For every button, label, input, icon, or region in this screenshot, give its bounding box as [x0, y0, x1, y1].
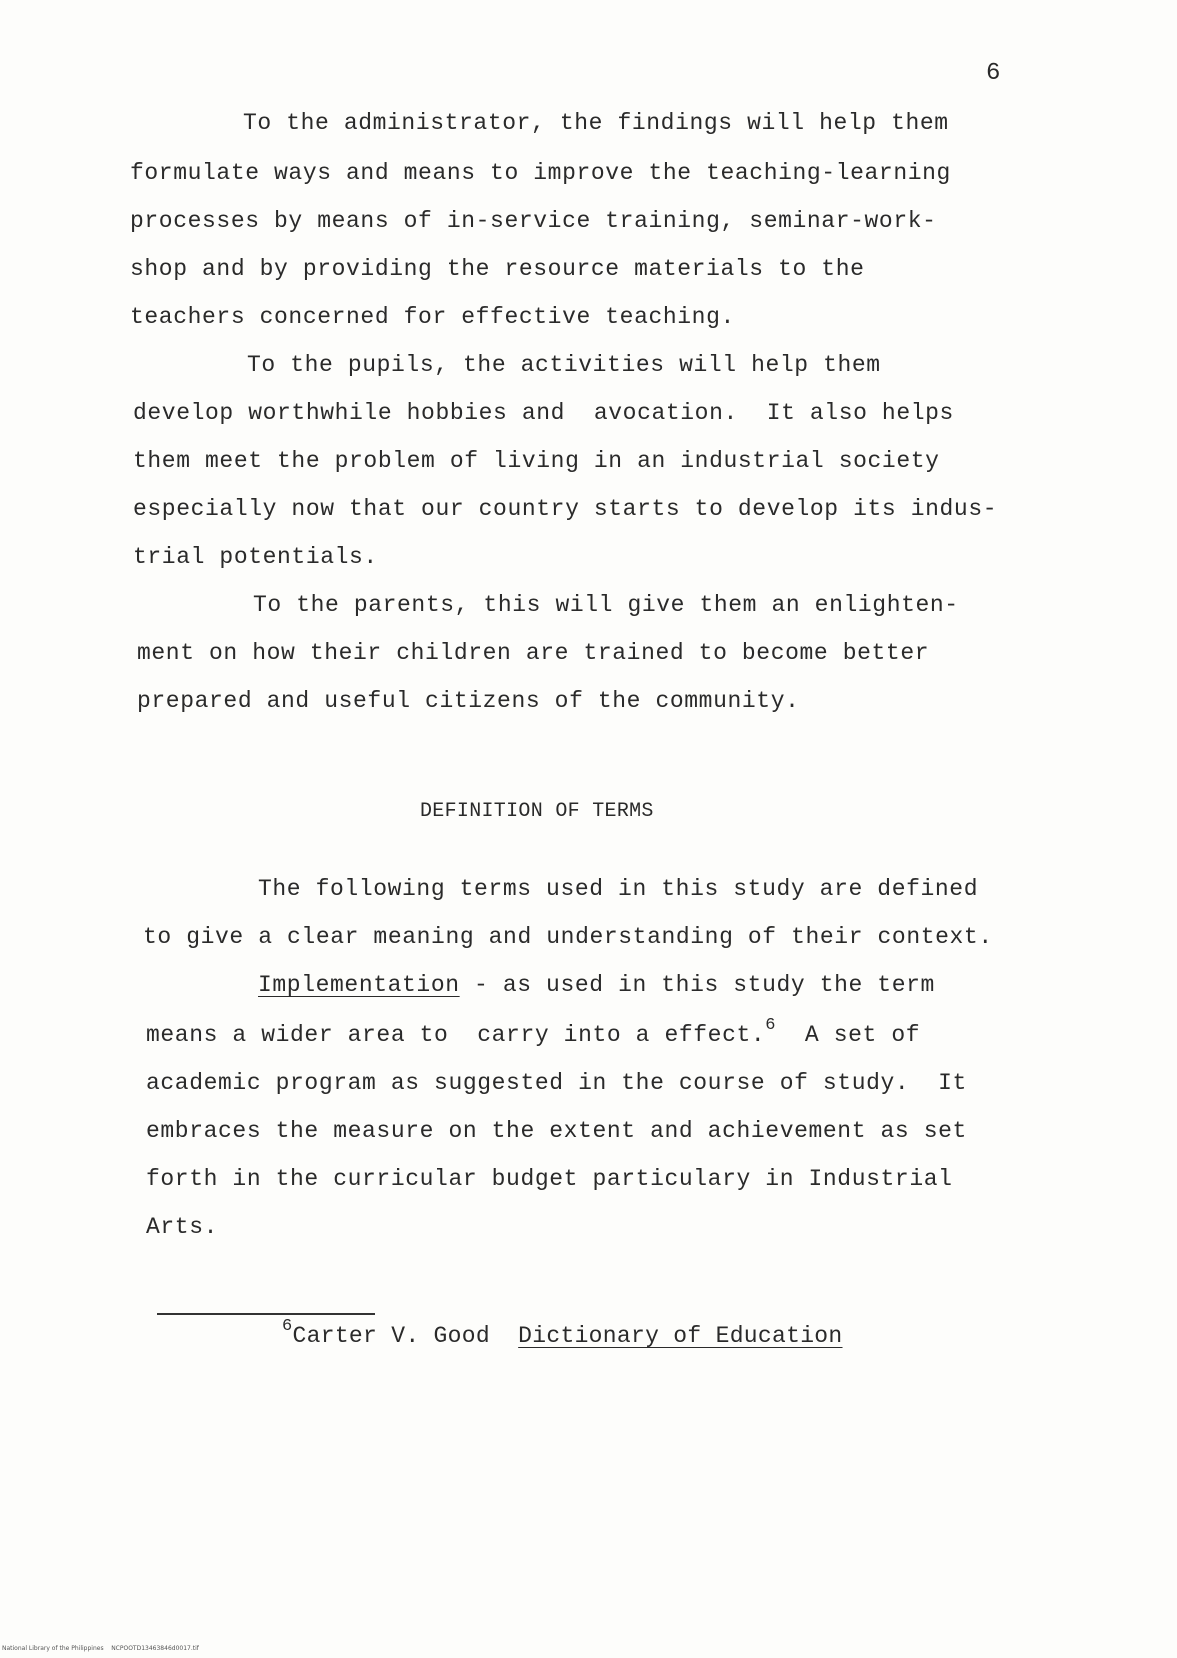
footnote-marker: 6	[282, 1317, 293, 1336]
footnote	[282, 1317, 843, 1349]
text-line: To the administrator, the findings will help them	[243, 110, 949, 136]
page-number: 6	[986, 60, 1001, 87]
footnote-title: Dictionary of Education	[518, 1323, 843, 1349]
text-line: academic program as suggested in the course of study. It	[146, 1070, 967, 1096]
text-fragment: means a wider area to carry into a effect.	[146, 1022, 766, 1048]
footnote-divider	[157, 1313, 375, 1315]
text-line: prepared and useful citizens of the community.	[137, 688, 800, 714]
text-line: To the parents, this will give them an enlighten-	[253, 592, 959, 618]
footnote-reference: 6	[765, 1016, 777, 1035]
defined-term: Implementation	[258, 972, 460, 998]
text-line	[258, 972, 935, 998]
text-line: To the pupils, the activities will help them	[247, 352, 881, 378]
text-line: processes by means of in-service training, seminar-work-	[130, 208, 937, 234]
footnote-author: Carter V. Good	[292, 1323, 519, 1349]
text-line: The following terms used in this study are defined	[258, 876, 979, 902]
text-line: develop worthwhile hobbies and avocation. It also helps	[133, 400, 954, 426]
text-line	[146, 1016, 921, 1048]
text-line: especially now that our country starts to develop its indus-	[133, 496, 998, 522]
text-fragment: A set of	[776, 1022, 921, 1048]
section-heading: DEFINITION OF TERMS	[420, 800, 654, 823]
text-line: forth in the curricular budget particulary in Industrial	[146, 1166, 953, 1192]
text-line: embraces the measure on the extent and achievement as set	[146, 1118, 967, 1144]
scan-footer: National Library of the Philippines NCPOOTD13463846d0017.tif	[2, 1645, 199, 1652]
text-fragment: - as used in this study the term	[459, 972, 935, 998]
text-line: Arts.	[146, 1214, 219, 1240]
text-line: shop and by providing the resource materials to the	[130, 256, 865, 282]
text-line: teachers concerned for effective teaching.	[130, 304, 735, 330]
text-line: ment on how their children are trained to become better	[137, 640, 930, 666]
text-line: to give a clear meaning and understanding of their context.	[143, 924, 993, 950]
text-line: formulate ways and means to improve the teaching-learning	[130, 160, 951, 186]
text-line: them meet the problem of living in an industrial society	[133, 448, 940, 474]
text-line: trial potentials.	[133, 544, 378, 570]
